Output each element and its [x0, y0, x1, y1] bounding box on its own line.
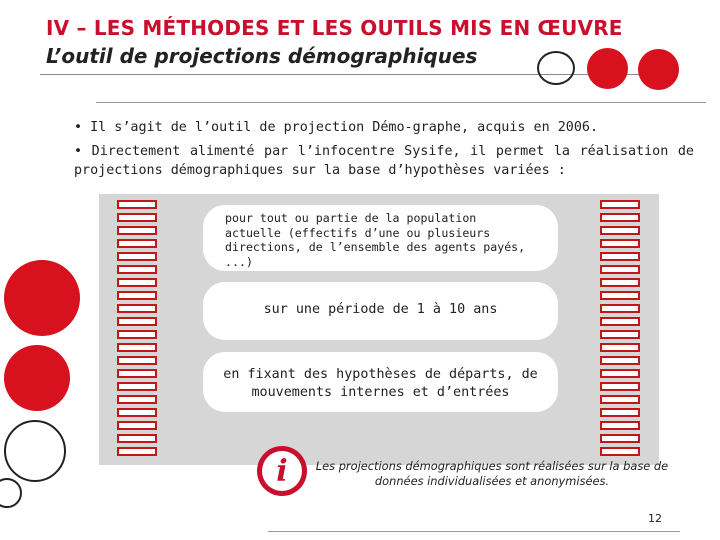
film-strip-rung [117, 421, 157, 430]
film-strip-rung [117, 213, 157, 222]
hypothesis-box-population [203, 205, 558, 271]
red-circle-decoration [4, 260, 80, 336]
info-note: Les projections démographiques sont réalisées sur la base de données individualisées et anonymisées. [315, 459, 669, 488]
film-strip-rung [600, 434, 640, 443]
hypothesis-text: sur une période de 1 à 10 ans [263, 302, 498, 317]
hypothesis-box-period [203, 282, 558, 340]
film-strip-rung [117, 317, 157, 326]
film-strip-rung [600, 330, 640, 339]
film-strip-rung [117, 304, 157, 313]
film-strip-rung [600, 317, 640, 326]
film-strip-decoration-right [600, 200, 640, 460]
film-strip-rung [600, 213, 640, 222]
bullet-point: • Directement alimenté par l’infocentre Sysife, il permet la réalisation de projections démographiques sur la base d’hypothèses variées : [74, 144, 694, 178]
footer-divider [268, 531, 680, 532]
red-circle-decoration [4, 345, 70, 411]
film-strip-rung [600, 408, 640, 417]
film-strip-rung [117, 382, 157, 391]
film-strip-rung [600, 421, 640, 430]
film-strip-rung [600, 304, 640, 313]
hypothesis-text: en fixant des hypothèses de départs, de mouvements internes et d’entrées [223, 367, 538, 400]
film-strip-rung [600, 252, 640, 261]
red-circle-decoration [587, 48, 628, 89]
film-strip-rung [117, 252, 157, 261]
film-strip-rung [600, 200, 640, 209]
film-strip-rung [600, 226, 640, 235]
film-strip-decoration-left [117, 200, 157, 460]
film-strip-rung [600, 278, 640, 287]
film-strip-rung [600, 239, 640, 248]
film-strip-rung [117, 447, 157, 456]
outline-circle-decoration [0, 478, 22, 508]
film-strip-rung [117, 226, 157, 235]
info-icon-letter: i [262, 451, 302, 491]
film-strip-rung [600, 291, 640, 300]
content-divider [96, 102, 706, 103]
film-strip-rung [117, 343, 157, 352]
film-strip-rung [600, 395, 640, 404]
film-strip-rung [600, 356, 640, 365]
film-strip-rung [117, 265, 157, 274]
film-strip-rung [117, 434, 157, 443]
film-strip-rung [117, 408, 157, 417]
bullet-point: • Il s’agit de l’outil de projection Démo-graphe, acquis en 2006. [74, 120, 599, 135]
film-strip-rung [117, 356, 157, 365]
film-strip-rung [600, 447, 640, 456]
film-strip-rung [117, 239, 157, 248]
film-strip-rung [117, 200, 157, 209]
hypothesis-text: pour tout ou partie de la population actuelle (effectifs d’une ou plusieurs directions, de l’ensemble des agents payés, ...) [225, 211, 526, 269]
page-number: 12 [648, 512, 662, 525]
red-circle-decoration [638, 49, 679, 90]
info-icon [257, 446, 307, 496]
film-strip-rung [117, 330, 157, 339]
film-strip-rung [117, 395, 157, 404]
page-title: IV – LES MÉTHODES ET LES OUTILS MIS EN ŒUVRE [46, 16, 623, 40]
title-divider [40, 74, 675, 75]
film-strip-rung [600, 369, 640, 378]
outline-circle-decoration [4, 420, 66, 482]
film-strip-rung [600, 382, 640, 391]
hypothesis-box-movements [203, 352, 558, 412]
page-subtitle: L’outil de projections démographiques [46, 44, 478, 68]
film-strip-rung [117, 278, 157, 287]
film-strip-rung [600, 343, 640, 352]
film-strip-rung [117, 369, 157, 378]
film-strip-rung [117, 291, 157, 300]
film-strip-rung [600, 265, 640, 274]
outline-circle-decoration [537, 51, 575, 85]
